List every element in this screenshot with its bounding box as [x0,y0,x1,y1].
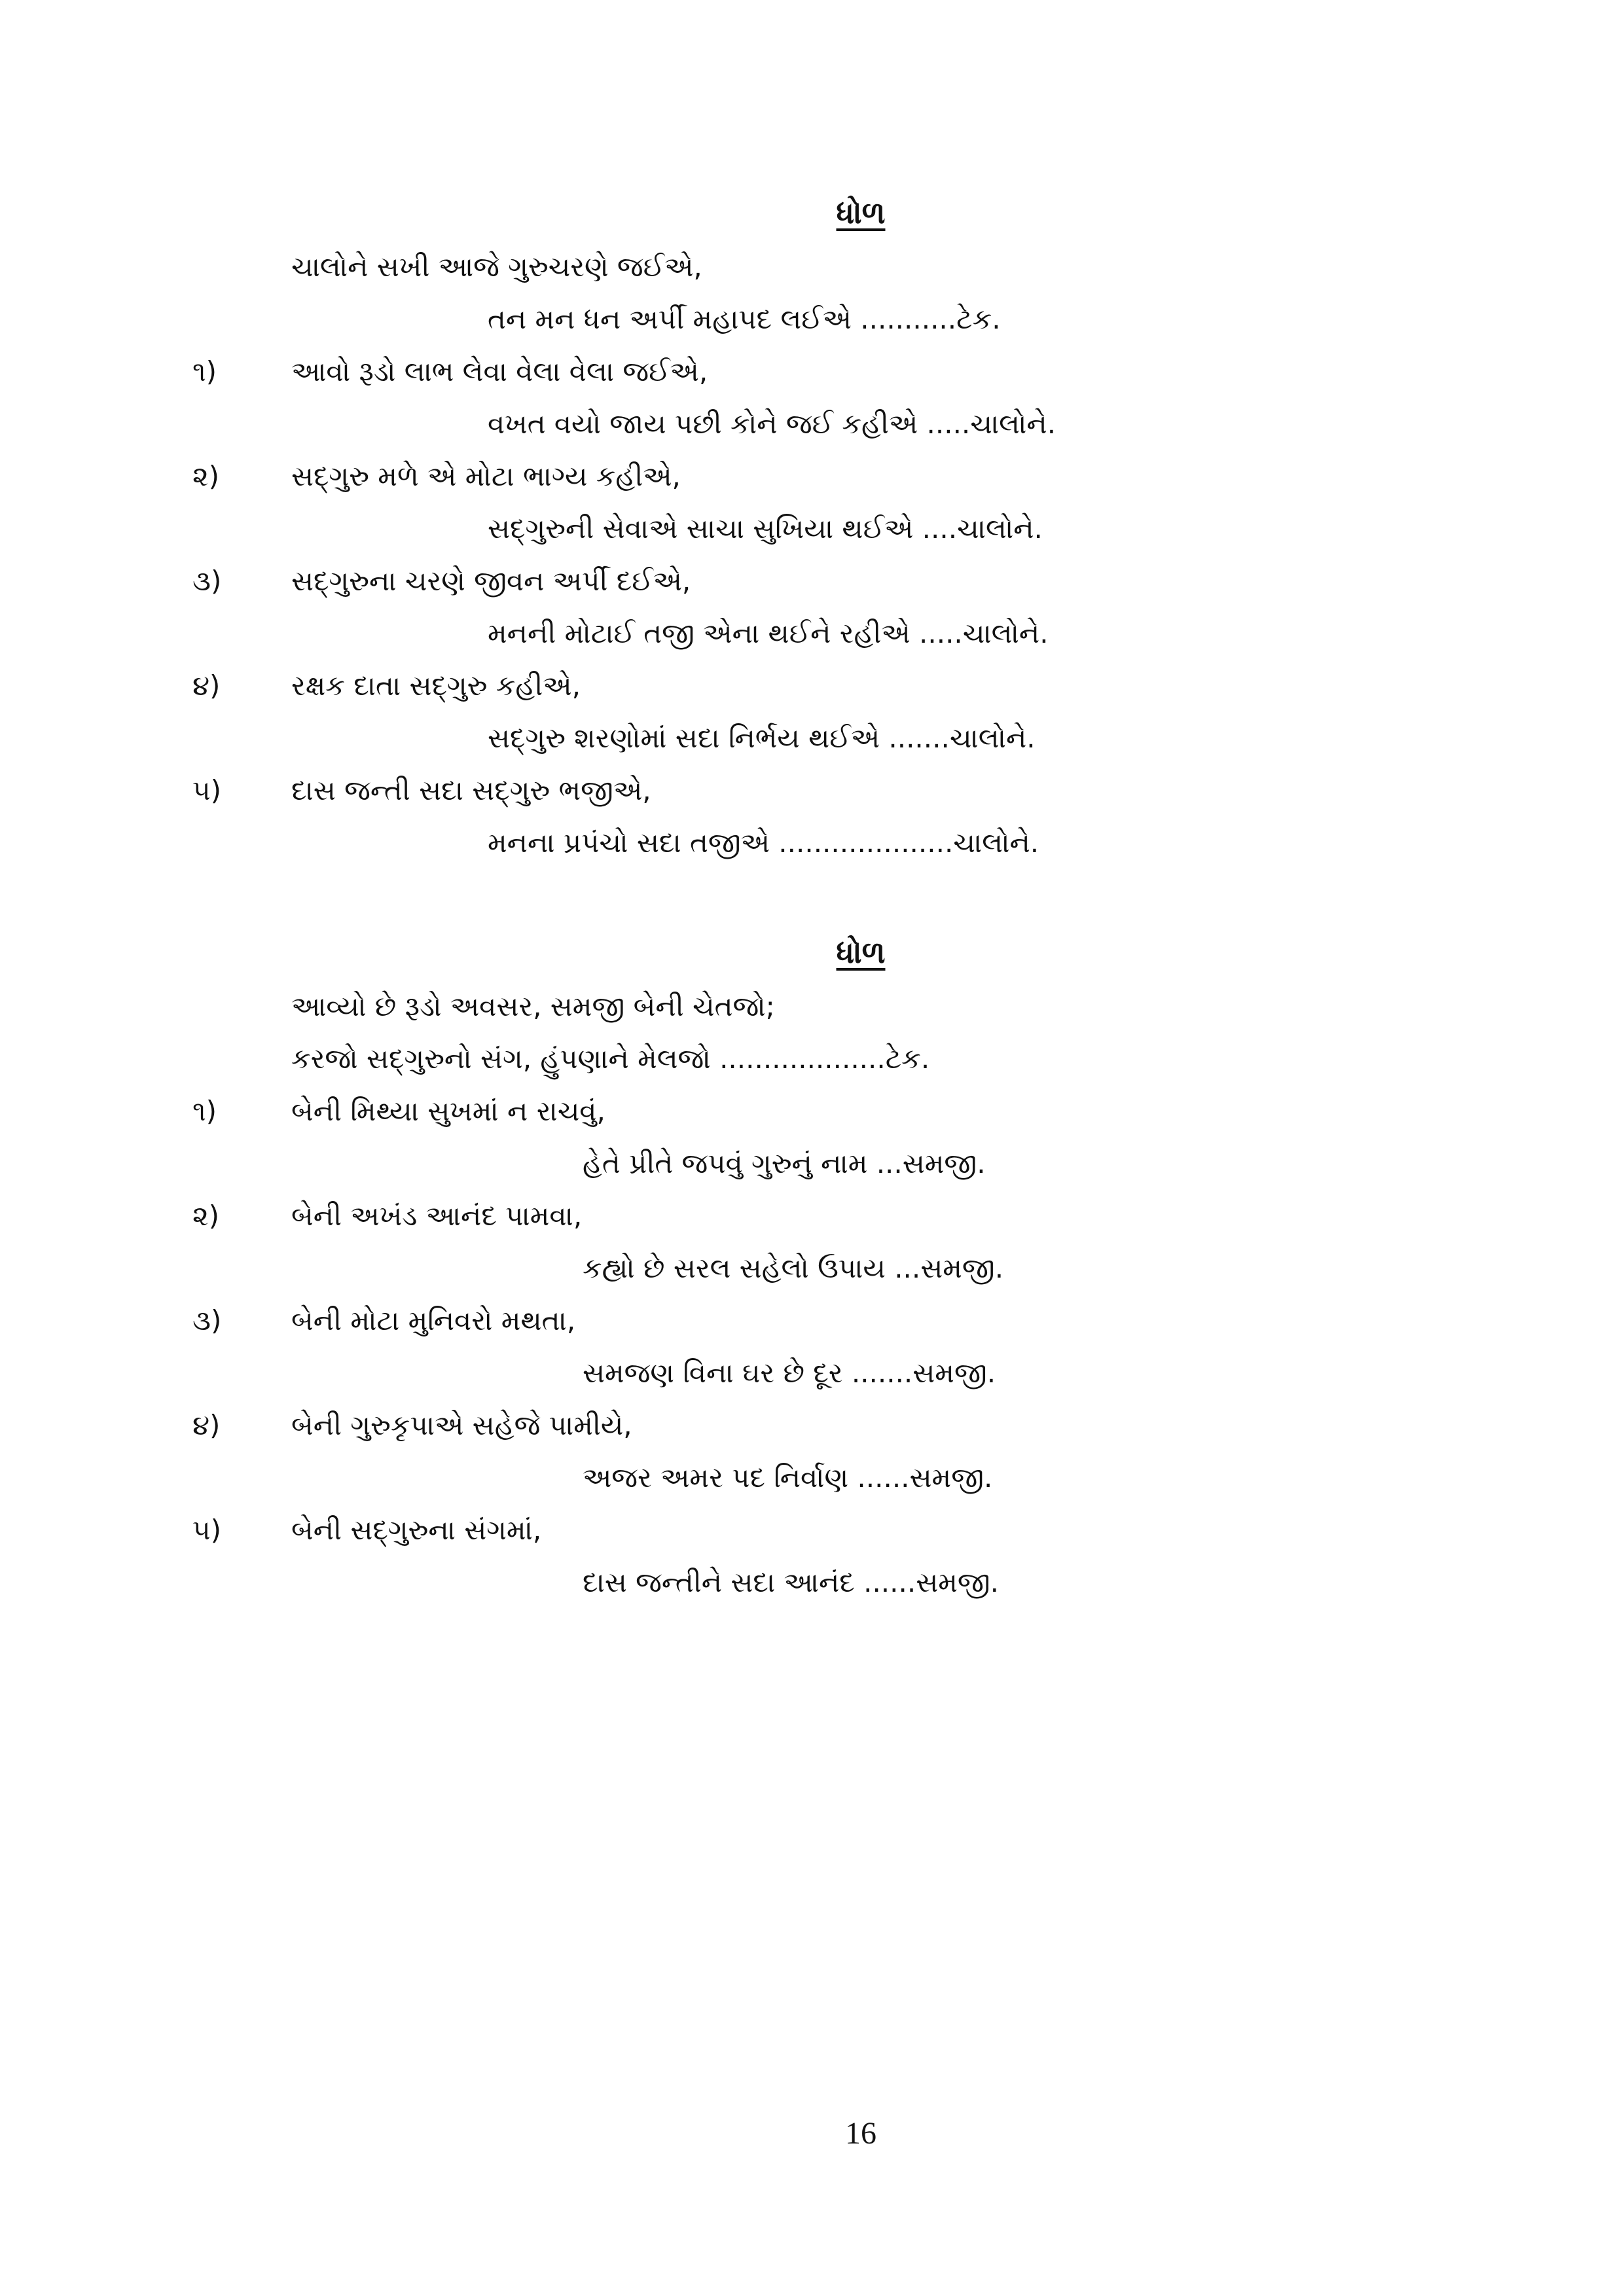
intro-refrain-line: તન મન ધન અર્પી મહાપદ લઈએ ...........ટેક. [488,303,1001,335]
verse-refrain-line: હેતે પ્રીતે જપવું ગુરુનું નામ ...સમજી. [583,1147,986,1179]
section-heading: ધોળ [836,195,886,230]
intro-line: આવ્યો છે રૂડો અવસર, સમજી બેની ચેતજો; [291,990,775,1022]
verse-refrain-line: મનના પ્રપંચો સદા તજીએ ....................ચાલોને. [488,827,1039,859]
verse-number: ૧) [192,355,217,387]
verse-refrain-line: દાસ જન્તીને સદા આનંદ ......સમજી. [583,1566,1000,1598]
intro-line: ચાલોને સખી આજે ગુરુચરણે જઈએ, [291,251,702,283]
verse-line: બેની મિથ્યા સુખમાં ન રાચવું, [291,1095,605,1127]
verse-number: ૧) [192,1095,217,1127]
verse-number: ૩) [192,1304,222,1336]
page-number: 16 [845,2116,876,2151]
verse-refrain-line: સદ્‌ગુરુની સેવાએ સાચા સુખિયા થઈએ ....ચાલોને. [488,512,1043,545]
verse-refrain-line: સદ્‌ગુરુ શરણોમાં સદા નિર્ભય થઈએ .......ચાલોને. [488,722,1036,754]
verse-number: ૫) [192,774,221,806]
verse-refrain-line: સમજણ વિના ઘર છે દૂર .......સમજી. [583,1357,996,1389]
verse-line: બેની ગુરુકૃપાએ સહેજે પામીયે, [291,1409,632,1441]
verse-number: ૩) [192,565,222,597]
verse-line: બેની અખંડ આનંદ પામવા, [291,1200,583,1232]
verse-number: ૫) [192,1514,221,1546]
section-heading: ધોળ [836,935,886,970]
verse-number: ૪) [192,670,221,702]
intro-refrain-line: કરજો સદ્‌ગુરુનો સંગ, હુંપણાને મેલજો ...................ટેક. [291,1043,930,1075]
verse-refrain-line: મનની મોટાઈ તજી એના થઈને રહીએ .....ચાલોને. [488,617,1049,649]
verse-line: દાસ જન્તી સદા સદ્‌ગુરુ ભજીએ, [291,774,651,806]
verse-refrain-line: કહ્યો છે સરલ સહેલો ઉપાય ...સમજી. [583,1252,1004,1284]
verse-refrain-line: વખત વયો જાય પછી કોને જઈ કહીએ .....ચાલોને. [488,408,1056,440]
verse-number: ૨) [192,460,220,492]
verse-number: ૨) [192,1200,220,1232]
verse-refrain-line: અજર અમર પદ નિર્વાણ ......સમજી. [583,1462,993,1494]
verse-line: આવો રૂડો લાભ લેવા વેલા વેલા જઈએ, [291,355,708,387]
verse-line: રક્ષક દાતા સદ્‌ગુરુ કહીએ, [291,670,581,702]
verse-line: સદ્‌ગુરુ મળે એ મોટા ભાગ્ય કહીએ, [291,460,681,492]
verse-line: બેની મોટા મુનિવરો મથતા, [291,1304,576,1336]
verse-number: ૪) [192,1409,221,1441]
verse-line: સદ્‌ગુરુના ચરણે જીવન અર્પી દઈએ, [291,565,691,597]
verse-line: બેની સદ્‌ગુરુના સંગમાં, [291,1514,542,1546]
